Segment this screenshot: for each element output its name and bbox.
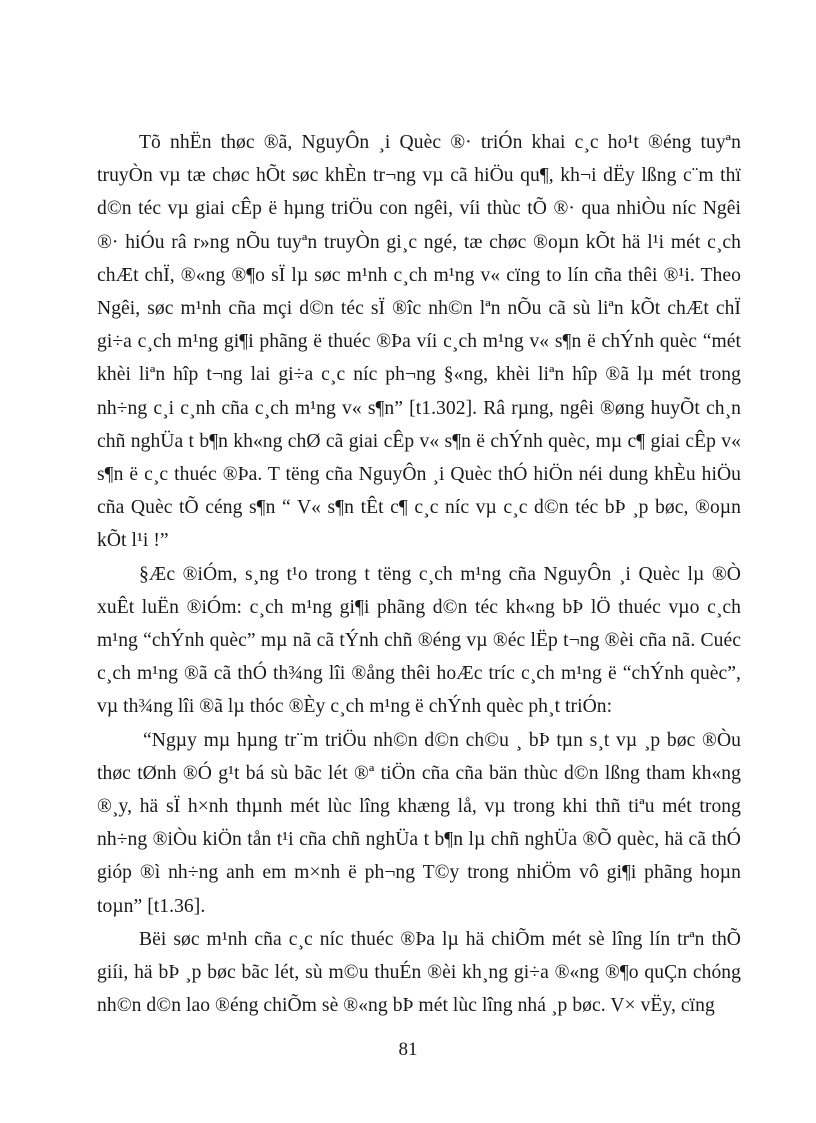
paragraph-2: §Æc ®iÓm, s¸ng t¹o trong t tëng c¸ch m¹ng cña NguyÔn ¸i Quèc lµ ®Ò xuÊt luËn ®iÓm: c¸ch m¹ng gi¶i phãng d©n téc kh«ng bÞ lÖ thuéc vµo c¸ch m¹ng “chÝnh quèc” mµ nã cã tÝnh chñ ®éng vµ ®éc lËp t¬ng ®èi cña nã. Cuéc c¸ch m¹ng ®ã cã thÓ th¾ng lîi ®ång thêi hoÆc tríc c¸ch m¹ng ë “chÝnh quèc”, vµ th¾ng lîi ®ã lµ thóc ®Èy c¸ch m¹ng ë chÝnh quèc ph¸t triÓn: — [97, 563, 741, 718]
page-number: 81 — [398, 1039, 418, 1060]
quotation-paragraph: “Ngµy mµ hµng tr¨m triÖu nh©n d©n ch©u ¸ bÞ tµn s¸t vµ ¸p bøc ®Òu thøc tØnh ®Ó g¹t bá sù bãc lét ®ª tiÖn cña cña bän thùc d©n lßng tham kh«ng ®¸y, hä sÏ h×nh thµnh mét lùc lîng khæng lå, vµ trong khi thñ tiªu mét trong nh÷ng ®iÒu kiÖn tån t¹i cña chñ nghÜa t b¶n lµ chñ nghÜa ®Õ quèc, hä cã thÓ gióp ®ì nh÷ng anh em m×nh ë ph¬ng T©y trong nhiÖm vô gi¶i phãng hoµn toµn” [t1.36]. — [97, 729, 741, 917]
body-text — [97, 126, 741, 1022]
paragraph-4: Bëi søc m¹nh cña c¸c níc thuéc ®Þa lµ hä chiÕm mét sè lîng lín trªn thÕ giíi, hä bÞ ¸p bøc bãc lét, sù m©u thuÉn ®èi kh¸ng gi÷a ®«ng ®¶o quÇn chóng nh©n d©n lao ®éng chiÕm sè ®«ng bÞ mét lùc lîng nhá ¸p bøc. V× vËy, cïng — [97, 928, 741, 1017]
paragraph-1: Tõ nhËn thøc ®ã, NguyÔn ¸i Quèc ®· triÓn khai c¸c ho¹t ®éng tuyªn truyÒn vµ tæ chøc hÕt søc khÈn tr¬ng vµ cã hiÖu qu¶, kh¬i dËy lßng c¨m thï d©n téc vµ giai cÊp ë hµng triÖu con ngêi, víi thùc tÕ ®· qua nhiÒu níc Ngêi ®· hiÓu râ r»ng nÕu tuyªn truyÒn gi¸c ngé, tæ chøc ®oµn kÕt hä l¹i mét c¸ch chÆt chÏ, ®«ng ®¶o sÏ lµ søc m¹nh c¸ch m¹ng v« cïng to lín cña thêi ®¹i. Theo Ngêi, søc m¹nh cña mçi d©n téc sÏ ®îc nh©n lªn nÕu cã sù liªn kÕt chÆt chÏ gi÷a c¸ch m¹ng gi¶i phãng ë thuéc ®Þa víi c¸ch m¹ng v« s¶n ë chÝnh quèc “mét khèi liªn hîp t¬ng lai gi÷a c¸c níc ph¬ng §«ng, khèi liªn hîp ®ã lµ mét trong nh÷ng c¸i c¸nh cña c¸ch m¹ng v« s¶n” [t1.302]. Râ rµng, ngêi ®øng huyÕt ch¸n chñ nghÜa t b¶n kh«ng chØ cã giai cÊp v« s¶n ë chÝnh quèc, mµ c¶ giai cÊp v« s¶n ë c¸c thuéc ®Þa. T tëng cña NguyÔn ¸i Quèc thÓ hiÖn néi dung khÈu hiÖu cña Quèc tÕ céng s¶n “ V« s¶n tÊt c¶ c¸c níc vµ c¸c d©n téc bÞ ¸p bøc, ®oµn kÕt l¹i !” — [97, 132, 741, 552]
